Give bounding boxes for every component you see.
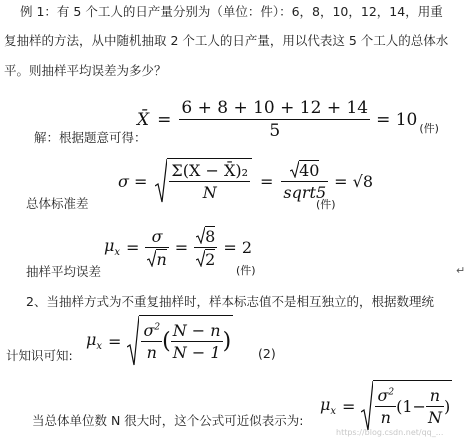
- sd-numerator-2: 40: [299, 161, 320, 180]
- err-label: 抽样平均误差: [26, 264, 102, 279]
- sd-sqrt: [155, 158, 252, 204]
- equals-sign: =: [260, 171, 274, 191]
- formula-2-number: (2): [258, 346, 276, 361]
- mean-lhs: X̄: [137, 109, 150, 130]
- sd-denominator-2: sqrt5: [283, 183, 327, 202]
- section2-line-1: 2、当抽样方式为不重复抽样时，样本标志值不是相互独立的，根据数理统: [26, 294, 434, 309]
- err-unit: (件): [236, 264, 256, 277]
- sd-numerator: Σ(X − X̄)₂: [171, 161, 248, 180]
- mean-result: = 10: [376, 109, 418, 130]
- return-mark-icon: ↵: [456, 264, 466, 277]
- err-fraction: [145, 227, 168, 269]
- err-denominator: n: [156, 249, 167, 269]
- err-fraction-2: [194, 226, 217, 269]
- err-numerator-2: 8: [205, 227, 216, 246]
- section2-line-3: 当总体单位数 N 很大时，这个公式可近似表示为:: [32, 413, 304, 428]
- mean-fraction: [179, 98, 370, 141]
- sd-denominator: N: [202, 183, 217, 202]
- equals-sign: =: [157, 109, 172, 130]
- sd-label: 总体标准差: [26, 196, 89, 211]
- example-line-3: 平。则抽样平均误差为多少？: [4, 63, 167, 78]
- sd-lhs: σ =: [118, 171, 148, 191]
- mean-formula: [137, 98, 439, 141]
- err-numerator: σ: [151, 226, 163, 246]
- watermark: https://blog.csdn.net/qq_...: [336, 428, 444, 437]
- err-lhs: $\mu_x$: [104, 236, 121, 259]
- err-formula: [104, 226, 252, 269]
- solution-label: 解：根据题意可得：: [34, 130, 147, 145]
- mean-unit: (件): [419, 121, 439, 135]
- formula-2: $\mu_x$ = $\frac{\sigma^2}{n}$ ( $\frac{N - n}{N - 1}$ ): [86, 315, 233, 367]
- err-result: = 2: [223, 238, 253, 257]
- equals-sign: =: [174, 238, 189, 257]
- equals-sign: =: [126, 238, 140, 257]
- section2-line-2: 计知识可知:: [6, 348, 73, 363]
- sd-result: = √8: [334, 171, 373, 191]
- err-denominator-2: 2: [205, 250, 216, 269]
- err-subscript: x: [114, 247, 121, 259]
- mean-denominator: 5: [269, 121, 281, 141]
- mean-numerator: 6 + 8 + 10 + 12 + 14: [181, 98, 369, 118]
- formula-approx: $\mu_x$ = $\frac{\sigma^2}{n}$ (1− $\frac{n}{N}$ ): [320, 380, 452, 432]
- sd-unit: (件): [316, 198, 336, 211]
- example-line-1: 例 1：有 5 个工人的日产量分别为（单位：件）：6，8，10，12，14，用重: [20, 4, 443, 19]
- example-line-2: 复抽样的方法，从中随机抽取 2 个工人的日产量，用以代表这 5 个工人的总体水: [4, 33, 449, 48]
